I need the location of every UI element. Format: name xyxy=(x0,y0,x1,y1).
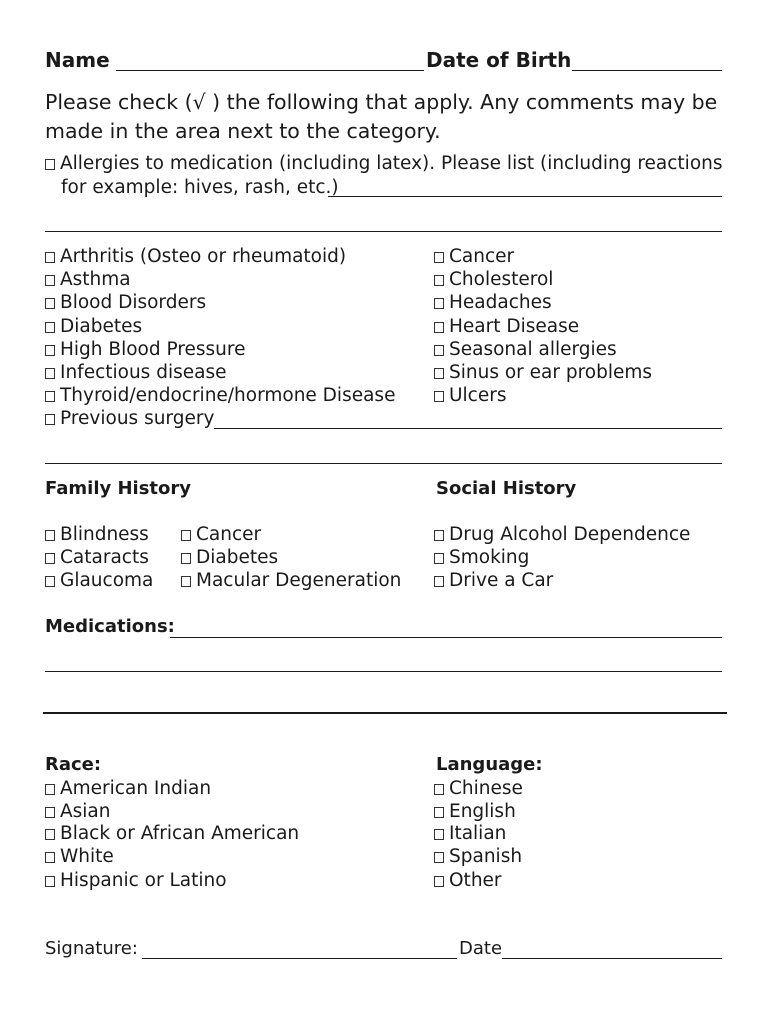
checkbox[interactable] xyxy=(45,252,55,263)
checkbox[interactable] xyxy=(45,414,55,425)
allergies-label: Allergies to medication (including latex). Please list (including reactions xyxy=(60,153,723,174)
dob-field[interactable] xyxy=(572,70,722,71)
condition-item: Seasonal allergies xyxy=(434,338,617,361)
checkbox[interactable] xyxy=(434,876,444,887)
allergies-field-line-2[interactable] xyxy=(45,231,722,232)
condition-item: Heart Disease xyxy=(434,315,579,338)
checkbox[interactable] xyxy=(434,784,444,795)
family-history-item: Blindness xyxy=(45,523,149,546)
social-history-item: Drive a Car xyxy=(434,569,553,592)
checkbox[interactable] xyxy=(434,530,444,541)
language-item: Other xyxy=(434,869,502,892)
checkbox[interactable] xyxy=(45,784,55,795)
checkbox[interactable] xyxy=(45,876,55,887)
social-history-item: Drug Alcohol Dependence xyxy=(434,523,690,546)
family-history-item: Cancer xyxy=(181,523,261,546)
social-history-item: Smoking xyxy=(434,546,529,569)
medications-label: Medications: xyxy=(45,616,175,637)
checkbox[interactable] xyxy=(434,576,444,587)
checkbox[interactable] xyxy=(45,298,55,309)
condition-item: Cancer xyxy=(434,245,514,268)
medications-field-line-2[interactable] xyxy=(45,671,722,672)
checkbox[interactable] xyxy=(434,852,444,863)
race-item: Black or African American xyxy=(45,822,299,845)
date-field[interactable] xyxy=(502,958,722,959)
checkbox[interactable] xyxy=(434,298,444,309)
checkbox[interactable] xyxy=(45,807,55,818)
checkbox[interactable] xyxy=(45,368,55,379)
language-item: Spanish xyxy=(434,845,522,868)
previous-surgery-item: Previous surgery xyxy=(45,407,214,430)
race-heading: Race: xyxy=(45,754,102,775)
signature-field[interactable] xyxy=(142,958,457,959)
checkbox[interactable] xyxy=(434,252,444,263)
checkbox[interactable] xyxy=(434,553,444,564)
condition-item: Cholesterol xyxy=(434,268,553,291)
condition-item: Headaches xyxy=(434,291,552,314)
allergies-item xyxy=(45,152,723,175)
condition-item: Thyroid/endocrine/hormone Disease xyxy=(45,384,395,407)
condition-item: Arthritis (Osteo or rheumatoid) xyxy=(45,245,346,268)
checkbox[interactable] xyxy=(434,322,444,333)
race-item: Asian xyxy=(45,800,111,823)
checkbox[interactable] xyxy=(45,576,55,587)
checkbox[interactable] xyxy=(181,576,191,587)
family-history-heading: Family History xyxy=(45,478,192,499)
allergies-example: for example: hives, rash, etc.) xyxy=(61,177,339,198)
medications-field[interactable] xyxy=(170,637,722,638)
social-history-heading: Social History xyxy=(436,478,577,499)
checkbox[interactable] xyxy=(434,829,444,840)
dob-label: Date of Birth xyxy=(426,48,572,72)
race-item: American Indian xyxy=(45,777,211,800)
checkbox[interactable] xyxy=(434,368,444,379)
checkbox[interactable] xyxy=(45,852,55,863)
date-label: Date xyxy=(459,938,503,959)
condition-item: Ulcers xyxy=(434,384,506,407)
checkbox[interactable] xyxy=(45,345,55,356)
checkbox[interactable] xyxy=(181,553,191,564)
name-field[interactable] xyxy=(116,70,424,71)
condition-item: Sinus or ear problems xyxy=(434,361,652,384)
family-history-item: Diabetes xyxy=(181,546,278,569)
allergies-field[interactable] xyxy=(328,196,722,197)
condition-item: Asthma xyxy=(45,268,131,291)
condition-item: Diabetes xyxy=(45,315,142,338)
family-history-item: Macular Degeneration xyxy=(181,569,401,592)
family-history-item: Glaucoma xyxy=(45,569,153,592)
family-history-item: Cataracts xyxy=(45,546,149,569)
signature-label: Signature: xyxy=(45,938,138,959)
checkbox[interactable] xyxy=(45,322,55,333)
checkbox[interactable] xyxy=(45,829,55,840)
checkbox[interactable] xyxy=(45,159,55,170)
checkbox[interactable] xyxy=(434,391,444,402)
race-item: Hispanic or Latino xyxy=(45,869,227,892)
checkbox[interactable] xyxy=(434,345,444,356)
previous-surgery-field-line-2[interactable] xyxy=(45,463,722,464)
checkbox[interactable] xyxy=(45,275,55,286)
name-label: Name xyxy=(45,48,110,72)
checkbox[interactable] xyxy=(45,530,55,541)
condition-item: High Blood Pressure xyxy=(45,338,246,361)
checkbox[interactable] xyxy=(45,553,55,564)
condition-item: Infectious disease xyxy=(45,361,226,384)
language-heading: Language: xyxy=(436,754,543,775)
condition-item: Blood Disorders xyxy=(45,291,206,314)
race-item: White xyxy=(45,845,114,868)
language-item: English xyxy=(434,800,516,823)
language-item: Italian xyxy=(434,822,506,845)
checkbox[interactable] xyxy=(434,275,444,286)
checkbox[interactable] xyxy=(45,391,55,402)
checkbox[interactable] xyxy=(434,807,444,818)
checkbox[interactable] xyxy=(181,530,191,541)
section-divider xyxy=(43,712,727,714)
previous-surgery-field[interactable] xyxy=(214,428,722,429)
language-item: Chinese xyxy=(434,777,523,800)
instructions: Please check (√ ) the following that apply. Any comments may be made in the area next to the category. xyxy=(45,90,718,143)
